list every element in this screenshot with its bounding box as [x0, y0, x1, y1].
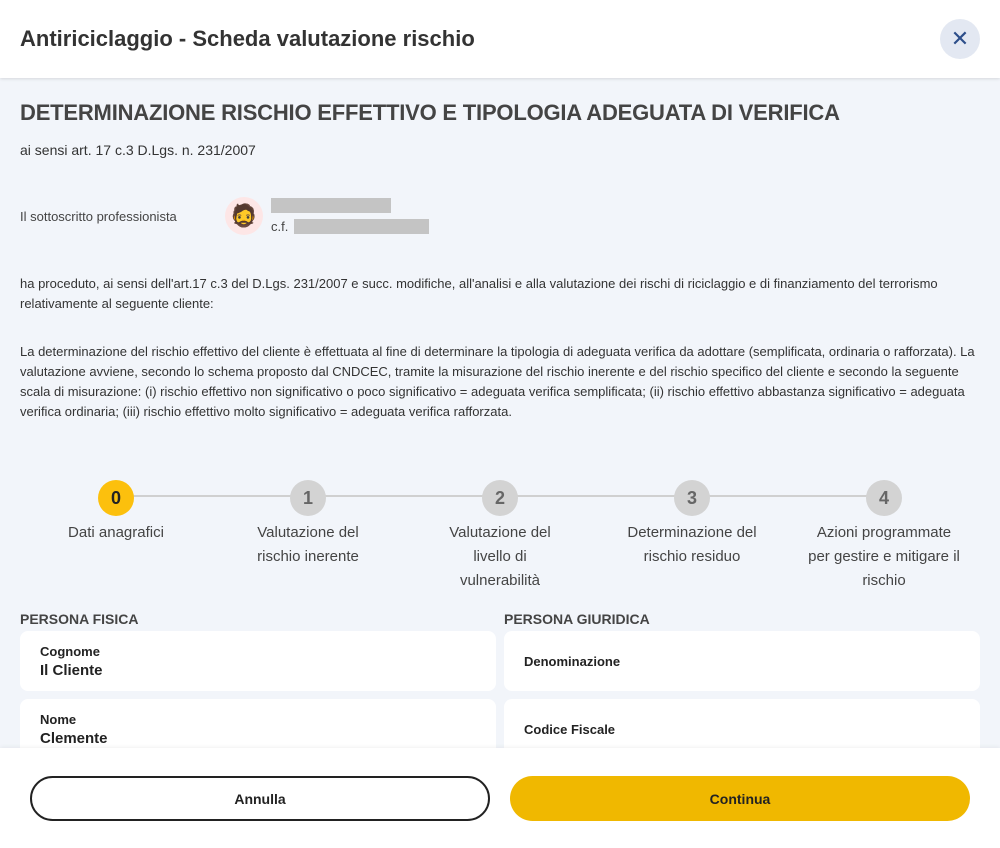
field-label: Cognome	[40, 644, 100, 659]
section-persona-fisica: PERSONA FISICA	[20, 611, 139, 627]
avatar: 🧔	[225, 197, 263, 235]
description-text: La determinazione del rischio effettivo del cliente è effettuata al fine di determinare la tipologia di adeguata verifica da adottare (semplificata, ordinaria o rafforzata). La valutazione avviene, secondo lo schema proposto dal CNDCEC, tramite la misurazione del rischio inerente e del rischio specifico del cliente e secondo la seguente scala di misurazione: (i) rischio effettivo non significativo o poco significativo = adeguata verifica semplificata; (ii) rischio effettivo abbastanza significativo = adeguata verifica ordinaria; (iii) rischio effettivo molto significativo = adeguata verifica rafforzata.	[20, 344, 975, 419]
field-value: Il Cliente	[40, 662, 103, 679]
step-4[interactable]	[794, 480, 974, 593]
step-number: 4	[866, 480, 902, 516]
redacted-cf	[294, 219, 429, 234]
field-value: Clemente	[40, 730, 108, 747]
step-2[interactable]	[415, 480, 585, 593]
step-0[interactable]	[31, 480, 201, 545]
cognome-field[interactable]	[20, 631, 496, 691]
field-label: Codice Fiscale	[524, 721, 616, 737]
step-number: 0	[98, 480, 134, 516]
cf-label: c.f.	[271, 219, 289, 234]
dialog-footer	[0, 748, 1000, 848]
step-label: Dati anagrafici	[68, 524, 164, 541]
close-icon: ✕	[950, 26, 970, 51]
main-content	[20, 100, 980, 747]
step-number: 2	[482, 480, 518, 516]
cancel-button[interactable]: Annulla	[30, 776, 490, 821]
dialog-title: Antiriciclaggio - Scheda valutazione rischio	[20, 26, 475, 51]
intro-text: ha proceduto, ai sensi dell'art.17 c.3 del D.Lgs. 231/2007 e succ. modifiche, all'analisi e alla valutazione dei rischi di riciclaggio e di finanziamento del terrorismo relativamente al seguente cliente:	[20, 276, 938, 311]
close-button[interactable]	[940, 19, 980, 59]
dialog-header	[0, 0, 1000, 78]
page-subtitle: ai sensi art. 17 c.3 D.Lgs. n. 231/2007	[20, 142, 256, 158]
step-label: Azioni programmate per gestire e mitigare il rischio	[808, 524, 960, 589]
field-label: Nome	[40, 712, 77, 727]
redacted-name	[271, 198, 391, 213]
section-persona-giuridica: PERSONA GIURIDICA	[504, 611, 650, 627]
step-number: 3	[674, 480, 710, 516]
page-title: DETERMINAZIONE RISCHIO EFFETTIVO E TIPOLOGIA ADEGUATA DI VERIFICA	[20, 100, 840, 125]
step-label: Valutazione del rischio inerente	[257, 524, 359, 565]
continue-button[interactable]: Continua	[510, 776, 970, 821]
step-3[interactable]	[607, 480, 777, 569]
professional-label: Il sottoscritto professionista	[20, 208, 177, 224]
stepper	[20, 480, 980, 590]
step-1[interactable]	[223, 480, 393, 569]
step-label: Valutazione del livello di vulnerabilità	[449, 524, 551, 589]
step-number: 1	[290, 480, 326, 516]
step-label: Determinazione del rischio residuo	[627, 524, 757, 565]
professional-info	[20, 196, 980, 236]
field-label: Denominazione	[524, 653, 621, 669]
denominazione-field[interactable]	[504, 631, 980, 691]
